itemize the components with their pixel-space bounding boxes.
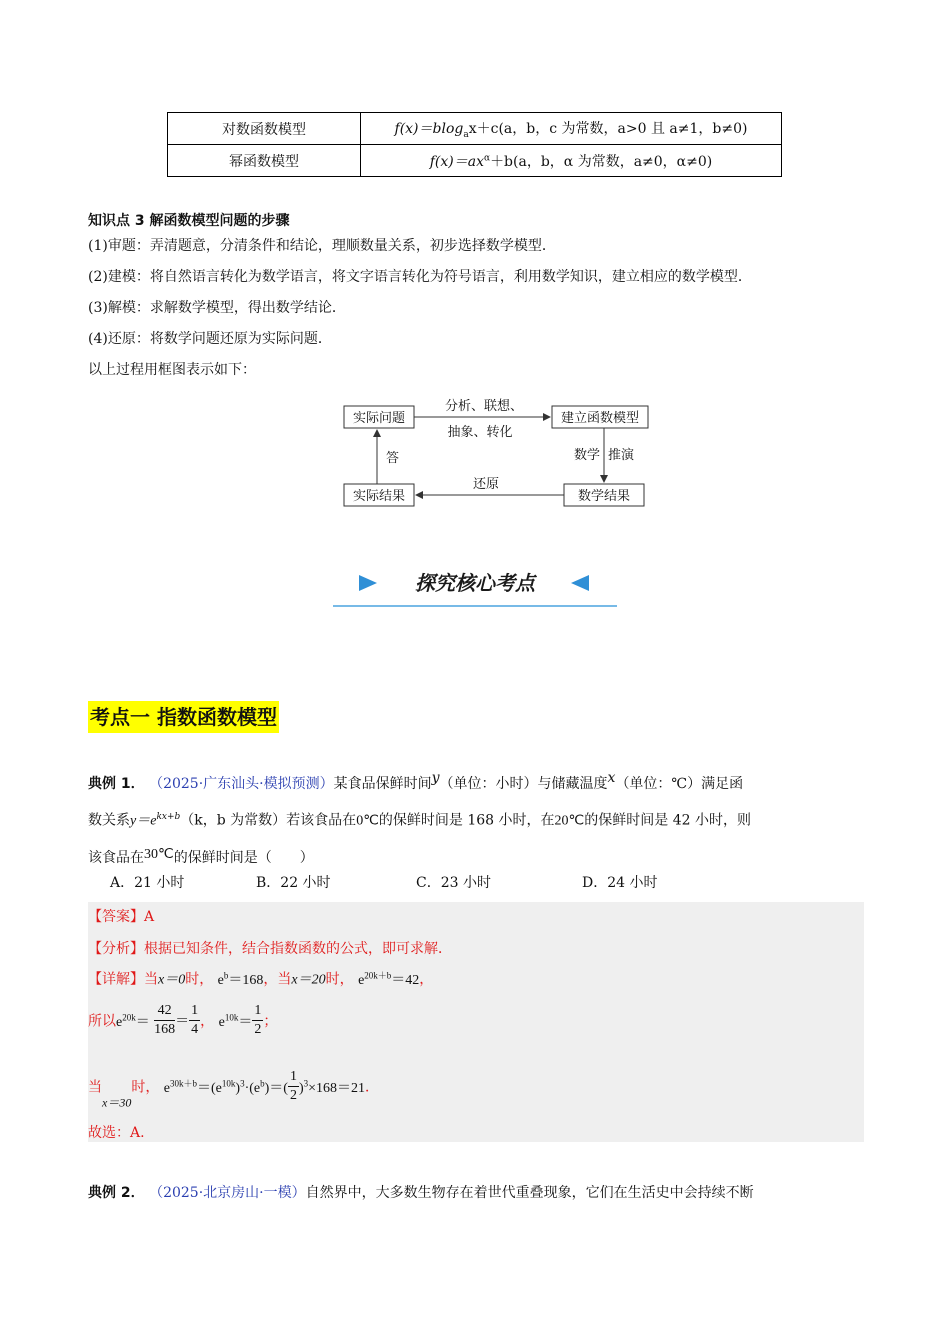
box-build-model-label: 建立函数模型 [560,411,640,426]
model-name: 对数函数模型 [168,113,361,145]
section-heading: 知识点 3 解函数模型问题的步骤 [88,213,290,229]
example-text: （单位：℃）满足函 [615,776,744,792]
example-text: 的保鲜时间是（ ） [173,849,314,866]
box-math-result-label: 数学结果 [577,489,631,504]
example-text: 某食品保鲜时间 [333,776,432,792]
var-y: y [431,770,440,786]
option-d: D．24 小时 [582,875,658,891]
arrow-left-label: 答 [386,451,400,466]
model-formula: f(x)＝blog$_a$x＋c(a，b，c 为常数，a>0 且 a≠1，b≠0) [361,113,782,145]
example-label: 典例 1． [88,776,145,792]
arrow-top-label-2: 抽象、转化 [447,425,513,440]
temperature-30: 30℃ [144,846,174,862]
model-name: 幂函数模型 [168,145,361,177]
example-text: （k，b 为常数）若该食品在 [180,812,357,829]
function-models-table [167,112,782,177]
example-source: （2025·北京房山·一模） [149,1185,306,1201]
example-1 [88,762,868,875]
analysis-line: 【分析】根据已知条件，结合指数函数的公式，即可求解． [88,941,452,957]
section-steps [88,210,888,391]
example-2 [88,1182,868,1204]
arrow-right-label-b: 推演 [608,448,635,463]
step-1: (1)审题：弄清题意，分清条件和结论，理顺数量关系，初步选择数学模型． [88,238,556,254]
option-b: B．22 小时 [256,875,331,891]
arrow-top-label-1: 分析、联想、 [444,399,524,414]
example-text: 该食品在 [88,849,144,866]
temperature-20: 20℃ [554,813,585,829]
arrow-bottom-label: 还原 [472,477,500,492]
example-text: 的保鲜时间是 168 小时，在 [378,812,555,829]
example-text: （单位：小时）与储藏温度 [439,776,608,792]
example-label: 典例 2． [88,1185,145,1201]
option-c: C．23 小时 [416,875,491,891]
option-a: A．21 小时 [110,875,185,891]
detail-line: 【详解】当x＝0时， $e^b=168$，当x＝20时， $e^{20k+b}=42$， [88,970,434,988]
box-actual-result-label: 实际结果 [352,489,406,504]
when-line: 当x＝30时， $e^{30k+b}=(e^{10k})^3\cdot(e^b)=$( $\frac{1}{2}$ )$^3$×168＝21． [88,1069,380,1110]
step-2: (2)建模：将自然语言转化为数学语言，将文字语言转化为符号语言，利用数学知识，建立相应的数学模型． [88,269,752,285]
var-x: x [607,770,616,786]
model-formula: $f(x)=ax^\alpha+b(a$，b，α 为常数，a≠0，α≠0) [361,145,782,177]
table-row [168,145,782,177]
answer-block [88,902,864,1142]
banner-right-triangle-icon [571,575,589,591]
arrow-right-label-a: 数学 [573,448,600,463]
box-actual-problem-label: 实际问题 [352,411,406,426]
temperature-0: 0℃ [356,813,379,829]
flow-diagram [340,392,650,512]
choose-line: 故选：A. [88,1125,145,1141]
banner-title: 探究核心考点 [415,571,535,595]
example-text: 的保鲜时间是 42 小时，则 [584,812,751,829]
example-text: 数关系 [88,812,130,829]
example-source: （2025·广东汕头·模拟预测） [149,776,334,792]
step-4: (4)还原：将数学问题还原为实际问题． [88,331,332,347]
options [110,872,810,894]
flow-intro: 以上过程用框图表示如下： [88,362,256,378]
kaodian-title: 考点一 指数函数模型 [88,701,279,733]
answer-line: 【答案】A [88,909,155,925]
section-banner [333,563,617,609]
example-text: 自然界中，大多数生物存在着世代重叠现象，它们在生活史中会持续不断 [305,1185,754,1201]
formula-exponent: kx+b [156,812,181,822]
banner-left-triangle-icon [359,575,377,591]
formula: y＝e [130,813,157,829]
table-row [168,113,782,145]
so-line: 所以$e^{20k}=$ $\frac{42}{168}$ ＝ $\frac{1}{4}$ ， $e^{10k}=$ $\frac{1}{2}$ ； [88,1003,278,1037]
step-3: (3)解模：求解数学模型，得出数学结论． [88,300,346,316]
